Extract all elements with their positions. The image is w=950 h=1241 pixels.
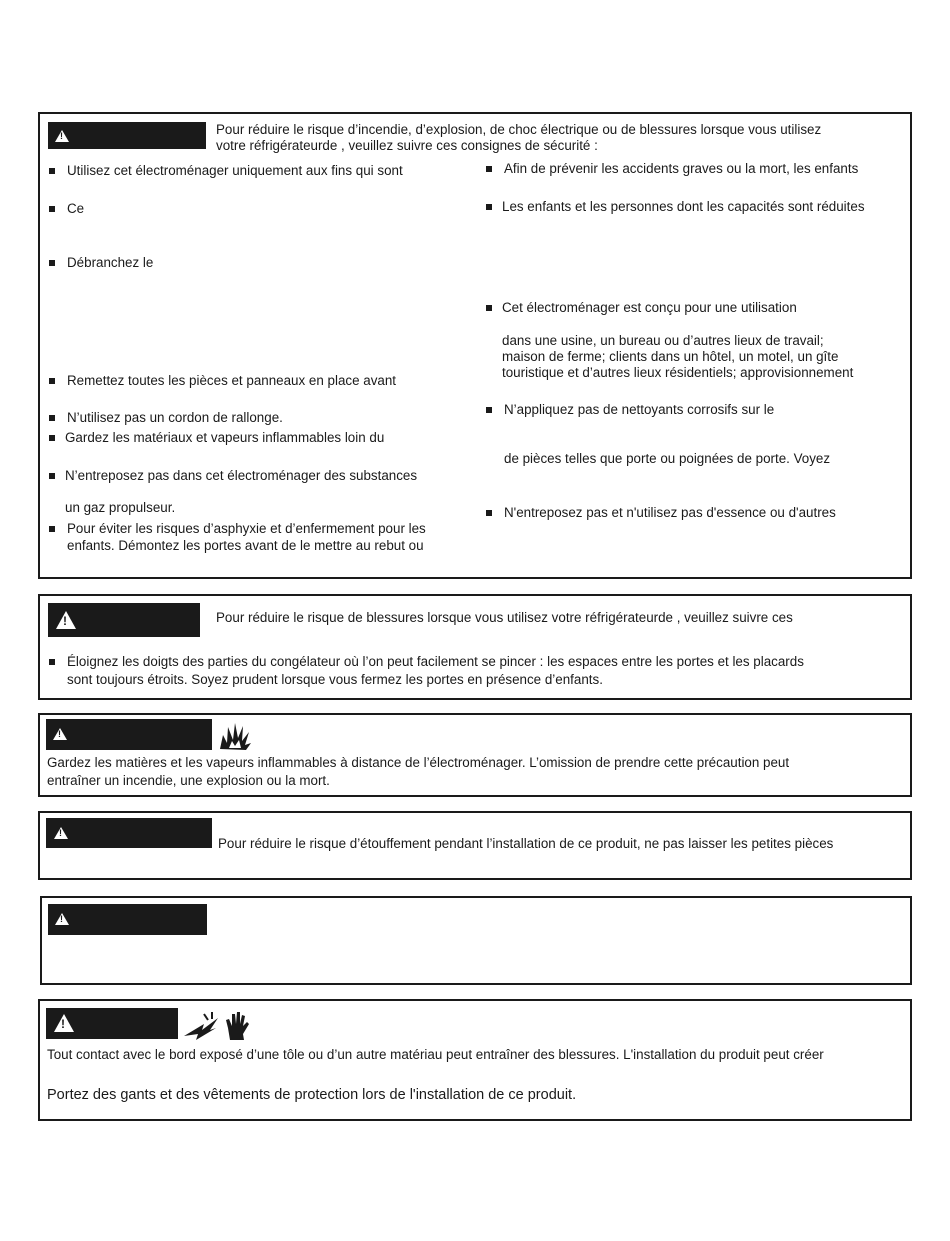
sharp-edge-cut-icon xyxy=(182,1010,220,1042)
glove-hand-icon xyxy=(224,1010,250,1042)
box1-right-item: Les enfants et les personnes dont les capacités sont réduites xyxy=(502,199,865,214)
bullet-icon xyxy=(49,378,55,384)
box1-left-item: un gaz propulseur. xyxy=(65,500,176,515)
box1-left-item: Pour éviter les risques d’asphyxie et d’enfermement pour les xyxy=(67,521,426,536)
bullet-icon xyxy=(49,526,55,532)
box1-right-item: Cet électroménager est conçu pour une utilisation xyxy=(502,300,797,315)
explosion-icon xyxy=(218,721,252,751)
box1-right-item: Afin de prévenir les accidents graves ou la mort, les enfants xyxy=(504,161,859,176)
bullet-icon xyxy=(486,204,492,210)
box1-right-item: maison de ferme; clients dans un hôtel, un motel, un gîte xyxy=(502,349,839,364)
box1-left-item: Gardez les matériaux et vapeurs inflammables loin du xyxy=(65,430,385,445)
bullet-icon xyxy=(49,260,55,266)
box1-left-item: Ce xyxy=(67,201,85,216)
bullet-icon xyxy=(49,415,55,421)
warning-triangle-icon xyxy=(55,913,69,925)
box1-left-item: Débranchez le xyxy=(67,255,154,270)
box6-line1: Tout contact avec le bord exposé d’une tôle ou d’un autre matériau peut entraîner des blessures. L'installation du produit peut créer xyxy=(47,1047,824,1062)
box4-text: Pour réduire le risque d’étouffement pendant l’installation de ce produit, ne pas laisser les petites pièces xyxy=(218,836,834,851)
box1-right-item: dans une usine, un bureau ou d’autres lieux de travail; xyxy=(502,333,824,348)
box1-left-item: Utilisez cet électroménager uniquement aux fins qui sont xyxy=(67,163,403,178)
warning-triangle-icon xyxy=(54,1014,74,1032)
bullet-icon xyxy=(486,305,492,311)
box1-right-item: touristique et d’autres lieux résidentiels; approvisionnement xyxy=(502,365,854,380)
box2-item-line2: sont toujours étroits. Soyez prudent lorsque vous fermez les portes en présence d’enfants. xyxy=(67,672,603,687)
box1-right-item: de pièces telles que porte ou poignées de porte. Voyez xyxy=(504,451,831,466)
box6-line2: Portez des gants et des vêtements de protection lors de l'installation de ce produit. xyxy=(47,1087,577,1103)
box1-right-item: N'entreposez pas et n'utilisez pas d'essence ou d'autres xyxy=(504,505,836,520)
box3-line2: entraîner un incendie, une explosion ou la mort. xyxy=(47,773,330,788)
caution-badge xyxy=(48,603,200,637)
warning-badge xyxy=(46,818,212,848)
bullet-icon xyxy=(486,166,492,172)
box1-intro-line1: Pour réduire le risque d’incendie, d’explosion, de choc électrique ou de blessures lorsque vous utilisez xyxy=(216,122,822,137)
bullet-icon xyxy=(486,510,492,516)
warning-triangle-icon xyxy=(53,728,67,740)
caution-badge xyxy=(46,1008,178,1039)
box2-intro: Pour réduire le risque de blessures lorsque vous utilisez votre réfrigérateurde , veuillez suivre ces xyxy=(216,610,793,625)
warning-triangle-icon xyxy=(54,827,68,839)
warning-badge xyxy=(48,904,207,935)
box1-left-item: N’entreposez pas dans cet électroménager des substances xyxy=(65,468,418,483)
bullet-icon xyxy=(49,206,55,212)
bullet-icon xyxy=(49,473,55,479)
warning-triangle-icon xyxy=(55,130,69,142)
warning-triangle-icon xyxy=(56,611,76,629)
box2-item-line1: Éloignez les doigts des parties du congélateur où l’on peut facilement se pincer : les espaces entre les portes et les placards xyxy=(67,654,804,669)
box1-intro-line2: votre réfrigérateurde , veuillez suivre ces consignes de sécurité : xyxy=(216,138,598,153)
box1-left-item: Remettez toutes les pièces et panneaux en place avant xyxy=(67,373,397,388)
box3-line1: Gardez les matières et les vapeurs inflammables à distance de l’électroménager. L’omission de prendre cette précaution peut xyxy=(47,755,790,770)
box1-left-item: enfants. Démontez les portes avant de le mettre au rebut ou xyxy=(67,538,424,553)
warning-badge xyxy=(48,122,206,149)
bullet-icon xyxy=(49,659,55,665)
bullet-icon xyxy=(486,407,492,413)
box1-right-item: N’appliquez pas de nettoyants corrosifs sur le xyxy=(504,402,775,417)
box1-left-item: N’utilisez pas un cordon de rallonge. xyxy=(67,410,283,425)
warning-badge xyxy=(46,719,212,750)
bullet-icon xyxy=(49,435,55,441)
bullet-icon xyxy=(49,168,55,174)
